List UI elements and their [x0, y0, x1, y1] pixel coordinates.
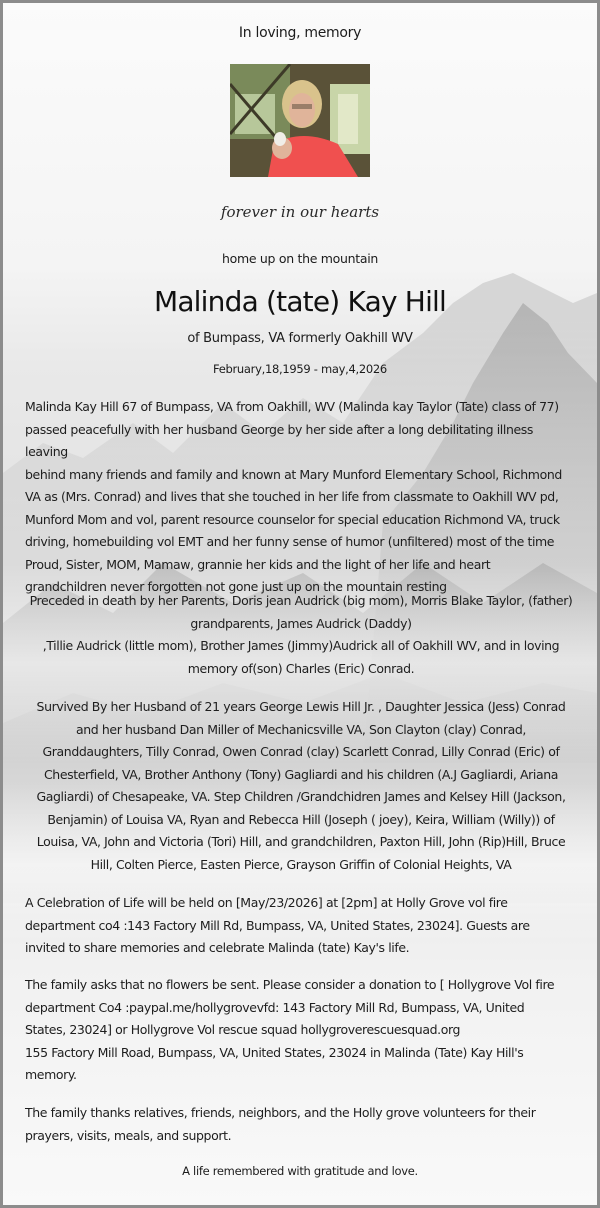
deceased-name: Malinda (tate) Kay Hill — [153, 285, 447, 318]
tagline: forever in our hearts — [220, 203, 380, 221]
memorial-intro: In loving, memory — [238, 25, 362, 41]
portrait-photo — [230, 64, 370, 177]
thanks-paragraph: The family thanks relatives, friends, neighbors, and the Holly grove volunteers for their prayers, visits, meals, and support. — [25, 1105, 536, 1143]
celebration-of-life-paragraph: A Celebration of Life will be held on [May/23/2026] at [2pm] at Holly Grove vol fire department co4 :143 Factory Mill Rd, Bumpass, VA, United States, 23024]. Guests are invited to share memories and celebrate Malinda (tate) Kay's life. — [25, 895, 530, 955]
obituary-paragraph: Malinda Kay Hill 67 of Bumpass, VA from Oakhill, WV (Malinda kay Taylor (Tate) class of 77) passed peacefully with her husband George by her side after a long debilitating illness leaving behind many friends and family and known at Mary Munford Elementary School, Richmond VA as (Mrs. Conrad) and lives that she touched in her life from classmate to Oakhill WV pd, Munford Mom and vol, parent resource counselor for special education Richmond VA, truck driving, homebuilding vol EMT and her funny sense of humor (unfiltered) most of the time Proud, Sister, MOM, Mamaw, grannie her kids and the light of her life and heart grandchildren never forgotten not gone just up on the mountain resting — [25, 399, 562, 594]
life-dates: February,18,1959 - may,4,2026 — [213, 362, 387, 376]
donation-paragraph: The family asks that no flowers be sent. Please consider a donation to [ Hollygrove Vol fire department Co4 :paypal.me/hollygrovevfd: 143 Factory Mill Rd, Bumpass, VA, United States, 23024] or Hollygrove Vol rescue squad hollygroverescuesquad.org 155 Factory Mill Road, Bumpass, VA, United States, 23024 in Malinda (Tate) Kay Hill's memory. — [25, 977, 555, 1082]
survived-by-paragraph: Survived By her Husband of 21 years George Lewis Hill Jr. , Daughter Jessica (Jess) Conrad and her husband Dan Miller of Mechanicsville VA, Son Clayton (clay) Conrad, Granddaughters, Tilly Conrad, Owen Conrad (clay) Scarlett Conrad, Lilly Conrad (Eric) of Chesterfield, VA, Brother Anthony (Tony) Gagliardi and his children (A.J Gagliardi, Ariana Gagliardi) of Chesapeake, VA. Step Children /Grandchidren James and Kelsey Hill (Jackson, Benjamin) of Louisa VA, Ryan and Rebecca Hill (Joseph ( joey), Keira, William (Willy)) of Louisa, VA, John and Victoria (Tori) Hill, and grandchildren, Paxton Hill, John (Rip)Hill, Bruce Hill, Colten Pierce, Easten Pierce, Grayson Griffin of Colonial Heights, VA — [36, 699, 566, 872]
closing-line: A life remembered with gratitude and love. — [182, 1164, 418, 1178]
subtagline: home up on the mountain — [222, 251, 378, 266]
deceased-location: of Bumpass, VA formerly Oakhill WV — [187, 331, 413, 346]
preceded-in-death-paragraph: Preceded in death by her Parents, Doris jean Audrick (big mom), Morris Blake Taylor, (father) grandparents, James Audrick (Daddy) ,Tillie Audrick (little mom), Brother James (Jimmy)Audrick all of Oakhill WV, and in loving memory of(son) Charles (Eric) Conrad. — [29, 593, 573, 676]
obituary-card — [3, 3, 597, 1205]
